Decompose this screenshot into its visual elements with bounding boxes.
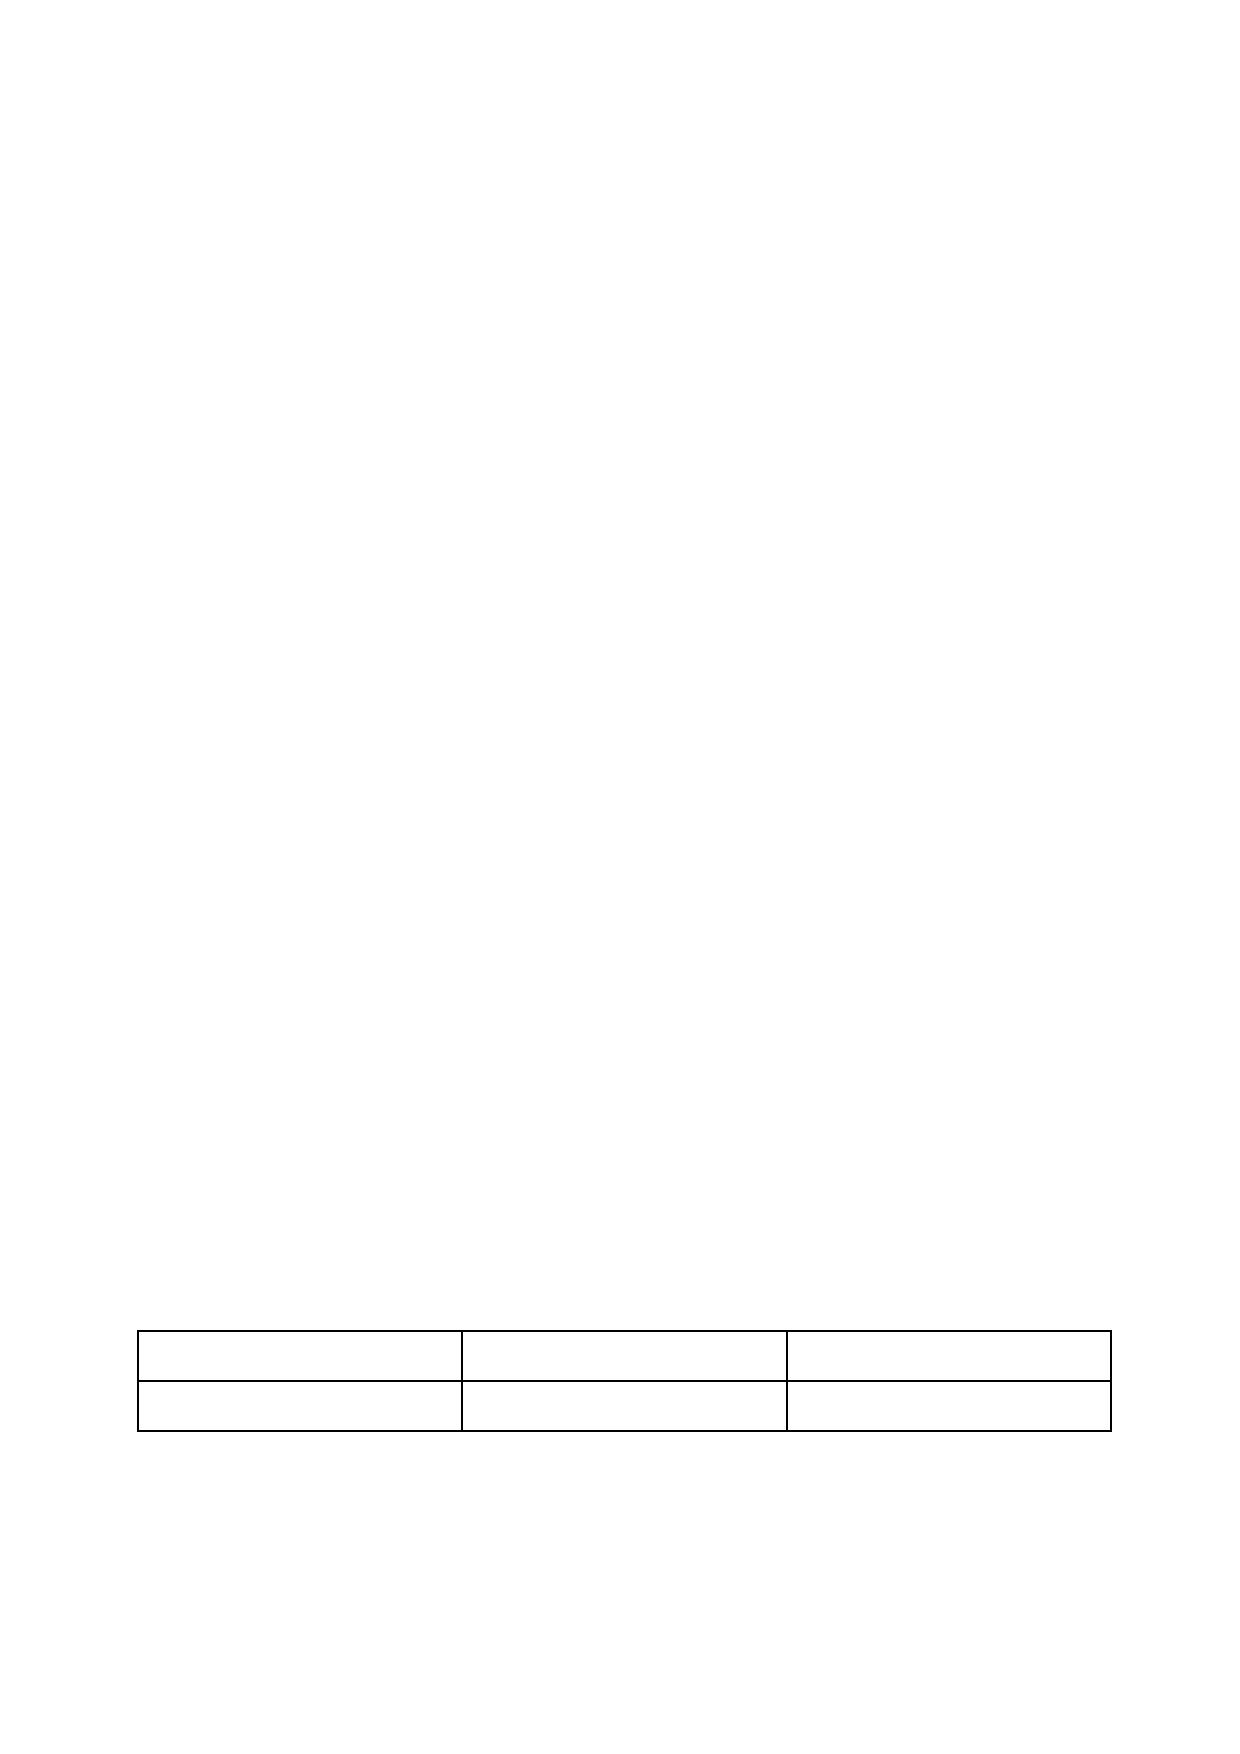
grid-letter: [630, 325, 720, 435]
grid-letter: [360, 215, 450, 325]
grid-letter: [540, 765, 630, 875]
word-cell: [138, 1331, 462, 1381]
table-row: [138, 1331, 1111, 1381]
grid-letter: [990, 1095, 1080, 1205]
grid-letter: [180, 325, 270, 435]
word-cell: [462, 1381, 786, 1431]
grid-letter: [900, 985, 990, 1095]
grid-letter: [810, 655, 900, 765]
grid-letter: [360, 435, 450, 545]
grid-letter: [630, 435, 720, 545]
grid-letter: [990, 1205, 1080, 1315]
word-cell: [787, 1381, 1111, 1431]
grid-letter: [540, 655, 630, 765]
letter-grid: [180, 215, 1080, 1315]
grid-letter: [810, 215, 900, 325]
grid-letter: [180, 655, 270, 765]
grid-letter: [990, 215, 1080, 325]
grid-letter: [990, 325, 1080, 435]
grid-letter: [900, 1205, 990, 1315]
grid-letter: [270, 875, 360, 985]
grid-letter: [810, 1205, 900, 1315]
grid-letter: [810, 325, 900, 435]
grid-letter: [990, 545, 1080, 655]
grid-letter: [900, 1095, 990, 1205]
grid-letter: [990, 985, 1080, 1095]
grid-letter: [540, 985, 630, 1095]
grid-letter: [180, 985, 270, 1095]
grid-letter: [450, 325, 540, 435]
grid-letter: [900, 325, 990, 435]
grid-letter: [450, 1205, 540, 1315]
grid-letter: [540, 215, 630, 325]
grid-letter: [810, 875, 900, 985]
table-row: [138, 1381, 1111, 1431]
grid-letter: [810, 435, 900, 545]
grid-letter: [360, 875, 450, 985]
grid-letter: [450, 655, 540, 765]
grid-letter: [810, 765, 900, 875]
grid-letter: [360, 325, 450, 435]
grid-letter: [270, 435, 360, 545]
grid-letter: [720, 655, 810, 765]
grid-letter: [180, 545, 270, 655]
grid-letter: [450, 545, 540, 655]
grid-letter: [450, 765, 540, 875]
grid-letter: [720, 545, 810, 655]
grid-letter: [990, 435, 1080, 545]
grid-letter: [630, 215, 720, 325]
grid-letter: [180, 435, 270, 545]
grid-letter: [270, 1205, 360, 1315]
grid-letter: [270, 545, 360, 655]
grid-letter: [720, 435, 810, 545]
grid-letter: [540, 435, 630, 545]
grid-letter: [900, 765, 990, 875]
word-table: [137, 1330, 1112, 1432]
grid-letter: [810, 985, 900, 1095]
grid-letter: [810, 545, 900, 655]
grid-letter: [450, 435, 540, 545]
grid-letter: [270, 655, 360, 765]
grid-letter: [540, 1205, 630, 1315]
grid-letter: [270, 765, 360, 875]
grid-letter: [630, 875, 720, 985]
grid-letter: [720, 765, 810, 875]
grid-letter: [810, 1095, 900, 1205]
grid-letter: [900, 545, 990, 655]
word-cell: [787, 1331, 1111, 1381]
grid-letter: [900, 435, 990, 545]
grid-letter: [630, 545, 720, 655]
grid-letter: [720, 1095, 810, 1205]
grid-letter: [630, 985, 720, 1095]
grid-letter: [180, 1205, 270, 1315]
grid-letter: [360, 765, 450, 875]
grid-letter: [900, 215, 990, 325]
grid-letter: [900, 875, 990, 985]
grid-letter: [450, 1095, 540, 1205]
grid-letter: [540, 325, 630, 435]
grid-letter: [990, 875, 1080, 985]
grid-letter: [540, 545, 630, 655]
word-cell: [138, 1381, 462, 1431]
grid-letter: [180, 875, 270, 985]
grid-letter: [270, 325, 360, 435]
grid-letter: [720, 325, 810, 435]
grid-letter: [630, 1095, 720, 1205]
grid-letter: [630, 765, 720, 875]
grid-letter: [180, 215, 270, 325]
grid-letter: [450, 985, 540, 1095]
grid-letter: [180, 765, 270, 875]
grid-letter: [360, 1205, 450, 1315]
grid-letter: [630, 1205, 720, 1315]
grid-letter: [540, 875, 630, 985]
grid-letter: [270, 1095, 360, 1205]
word-cell: [462, 1331, 786, 1381]
grid-letter: [630, 655, 720, 765]
grid-letter: [360, 985, 450, 1095]
grid-letter: [990, 655, 1080, 765]
grid-letter: [720, 875, 810, 985]
grid-letter: [720, 1205, 810, 1315]
grid-letter: [540, 1095, 630, 1205]
grid-letter: [450, 215, 540, 325]
grid-letter: [900, 655, 990, 765]
grid-letter: [990, 765, 1080, 875]
grid-letter: [450, 875, 540, 985]
grid-letter: [720, 215, 810, 325]
grid-letter: [270, 215, 360, 325]
grid-letter: [720, 985, 810, 1095]
grid-letter: [270, 985, 360, 1095]
grid-letter: [360, 545, 450, 655]
grid-letter: [360, 1095, 450, 1205]
grid-letter: [180, 1095, 270, 1205]
grid-letter: [360, 655, 450, 765]
